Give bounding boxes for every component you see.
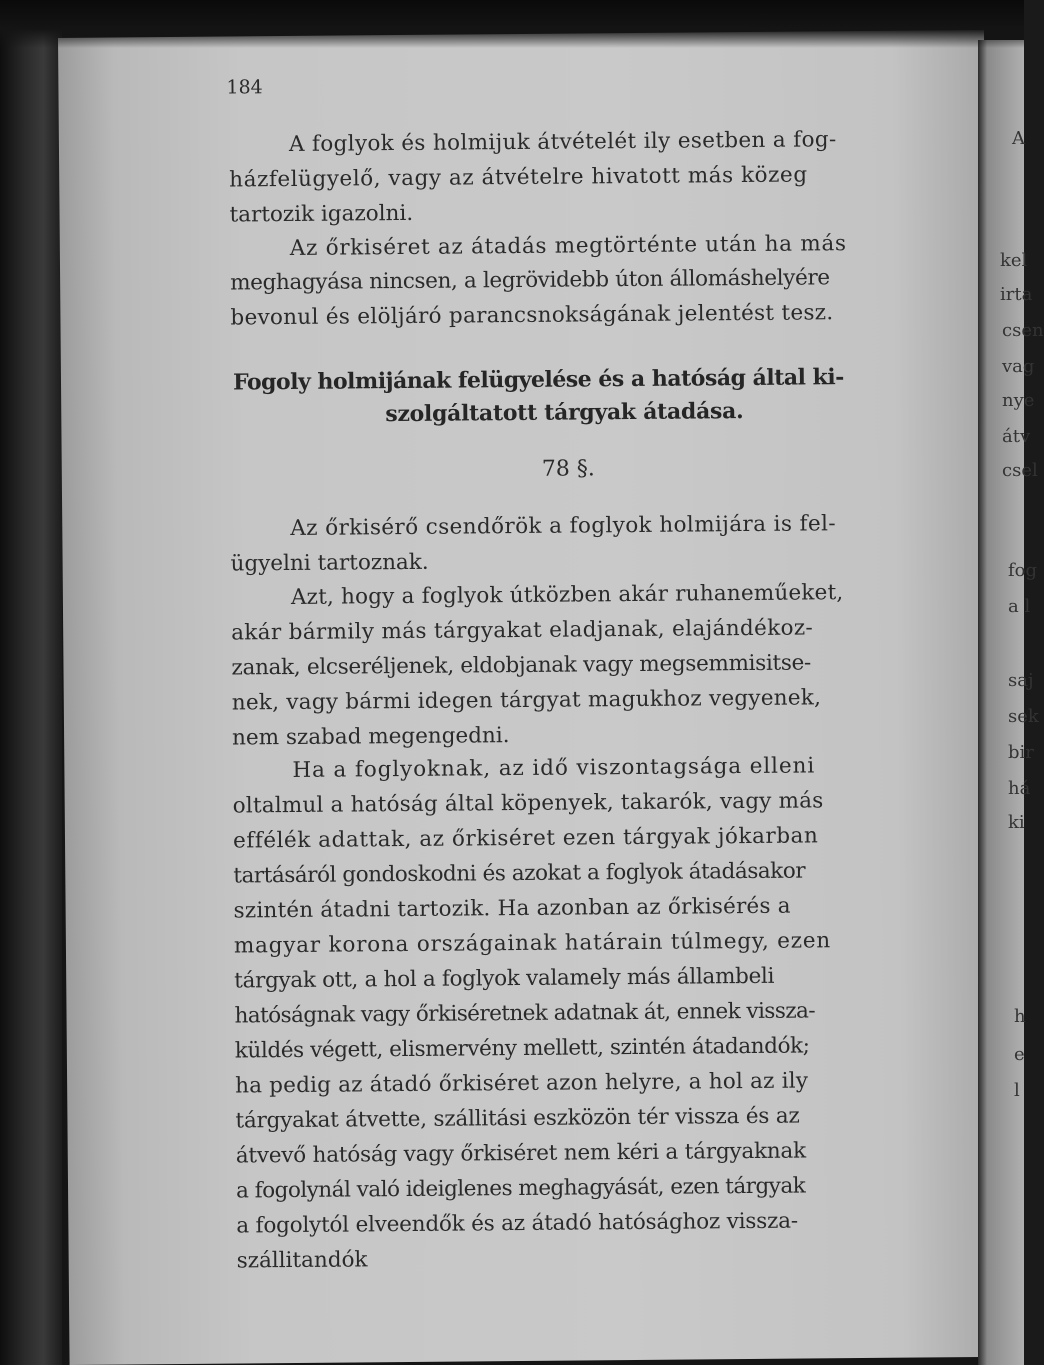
- paragraph-1-line-3: tartozik igazolni.: [229, 200, 414, 228]
- next-page-fragment: sek: [1008, 706, 1039, 727]
- paragraph-2-line-2: meghagyása nincsen, a legrövidebb úton állomáshelyére: [230, 265, 830, 296]
- paragraph-5-line-7: tárgyak ott, a hol a foglyok valamely más állambeli: [234, 963, 775, 994]
- paragraph-4-line-1: Azt, hogy a foglyok útközben akár ruhaneműeket,: [290, 580, 844, 610]
- paragraph-5-line-5: szintén átadni tartozik. Ha azonban az őrkisérés a: [233, 893, 791, 924]
- paragraph-4-line-2: akár bármily más tárgyakat eladjanak, elajándékoz-: [231, 615, 814, 646]
- paragraph-5-line-11: tárgyakat átvette, szállitási eszközön tér vissza és az: [235, 1103, 800, 1134]
- section-heading-line-2: szolgáltatott tárgyak átadása.: [385, 398, 744, 428]
- top-shadow: [0, 0, 1024, 48]
- next-page-fragment: csel: [1002, 460, 1038, 481]
- next-page-fragment: l: [1014, 1080, 1020, 1101]
- next-page-fragment: csen: [1002, 320, 1044, 341]
- next-page-fragment: vag: [1002, 356, 1035, 377]
- paragraph-5-line-10: ha pedig az átadó őrkiséret azon helyre, a hol az ily: [235, 1068, 809, 1099]
- paragraph-5-line-1: Ha a foglyoknak, az idő viszontagsága elleni: [292, 753, 816, 783]
- paragraph-3-line-2: ügyelni tartoznak.: [230, 549, 429, 577]
- page-number: 184: [226, 76, 263, 99]
- next-page-fragment: nye: [1002, 390, 1035, 411]
- next-page-fragment: a l: [1008, 596, 1031, 617]
- next-page-fragment: átv: [1002, 426, 1031, 447]
- paragraph-5-line-3: effélék adattak, az őrkiséret ezen tárgyak jókarban: [232, 823, 819, 854]
- next-page-fragment: há: [1008, 778, 1031, 799]
- next-page-edge: [978, 40, 1044, 1365]
- paragraph-1-line-1: A foglyok és holmijuk átvételét ily esetben a fog-: [288, 127, 837, 157]
- paragraph-1-line-2: házfelügyelő, vagy az átvételre hivatott más közeg: [229, 162, 808, 193]
- next-page-fragment: bir: [1008, 742, 1034, 763]
- next-page-fragment: h: [1014, 1006, 1026, 1027]
- next-page-fragment: e: [1014, 1044, 1025, 1065]
- paragraph-2-line-1: Az őrkiséret az átadás megtörténte után ha más: [289, 231, 847, 261]
- section-number: 78 §.: [541, 456, 595, 482]
- paragraph-5-line-2: oltalmul a hatóság által köpenyek, takarók, vagy más: [232, 788, 824, 819]
- paragraph-4-line-4: nek, vagy bármi idegen tárgyat magukhoz vegyenek,: [231, 685, 822, 716]
- paragraph-5-line-14: a fogolytól elveendők és az átadó hatósághoz vissza-: [236, 1208, 798, 1239]
- paragraph-2-line-3: bevonul és elöljáró parancsnokságának jelentést tesz.: [230, 300, 834, 331]
- paragraph-5-line-12: átvevő hatóság vagy őrkiséret nem kéri a tárgyaknak: [235, 1138, 807, 1169]
- section-heading-line-1: Fogoly holmijának felügyelése és a hatóság által ki-: [232, 364, 844, 396]
- paragraph-5-line-8: hatóságnak vagy őrkiséretnek adatnak át, ennek vissza-: [234, 998, 816, 1029]
- next-page-fragment: irta: [1000, 284, 1033, 305]
- paragraph-5-line-4: tartásáról gondoskodni és azokat a foglyok átadásakor: [233, 858, 806, 889]
- next-page-fragment: fog: [1008, 560, 1038, 581]
- paragraph-5-line-13: a fogolynál való ideiglenes meghagyását, ezen tárgyak: [235, 1173, 806, 1204]
- paragraph-5-line-15: szállitandók: [236, 1247, 368, 1274]
- book-binding: [0, 0, 62, 1365]
- next-page-fragment: kel: [1000, 250, 1028, 271]
- paragraph-3-line-1: Az őrkisérő csendőrök a foglyok holmijára is fel-: [290, 511, 837, 541]
- next-page-fragment: ki: [1008, 812, 1025, 833]
- book-page: [58, 30, 996, 1365]
- paragraph-4-line-5: nem szabad megengedni.: [232, 723, 510, 751]
- paragraph-5-line-6: magyar korona országainak határain túlmegy, ezen: [233, 928, 832, 959]
- paragraph-4-line-3: zanak, elcseréljenek, eldobjanak vagy megsemmisitse-: [231, 650, 812, 681]
- next-page-fragment: saj: [1008, 670, 1034, 691]
- next-page-fragment: A: [1012, 128, 1025, 149]
- paragraph-5-line-9: küldés végett, elismervény mellett, szintén átadandók;: [234, 1033, 810, 1064]
